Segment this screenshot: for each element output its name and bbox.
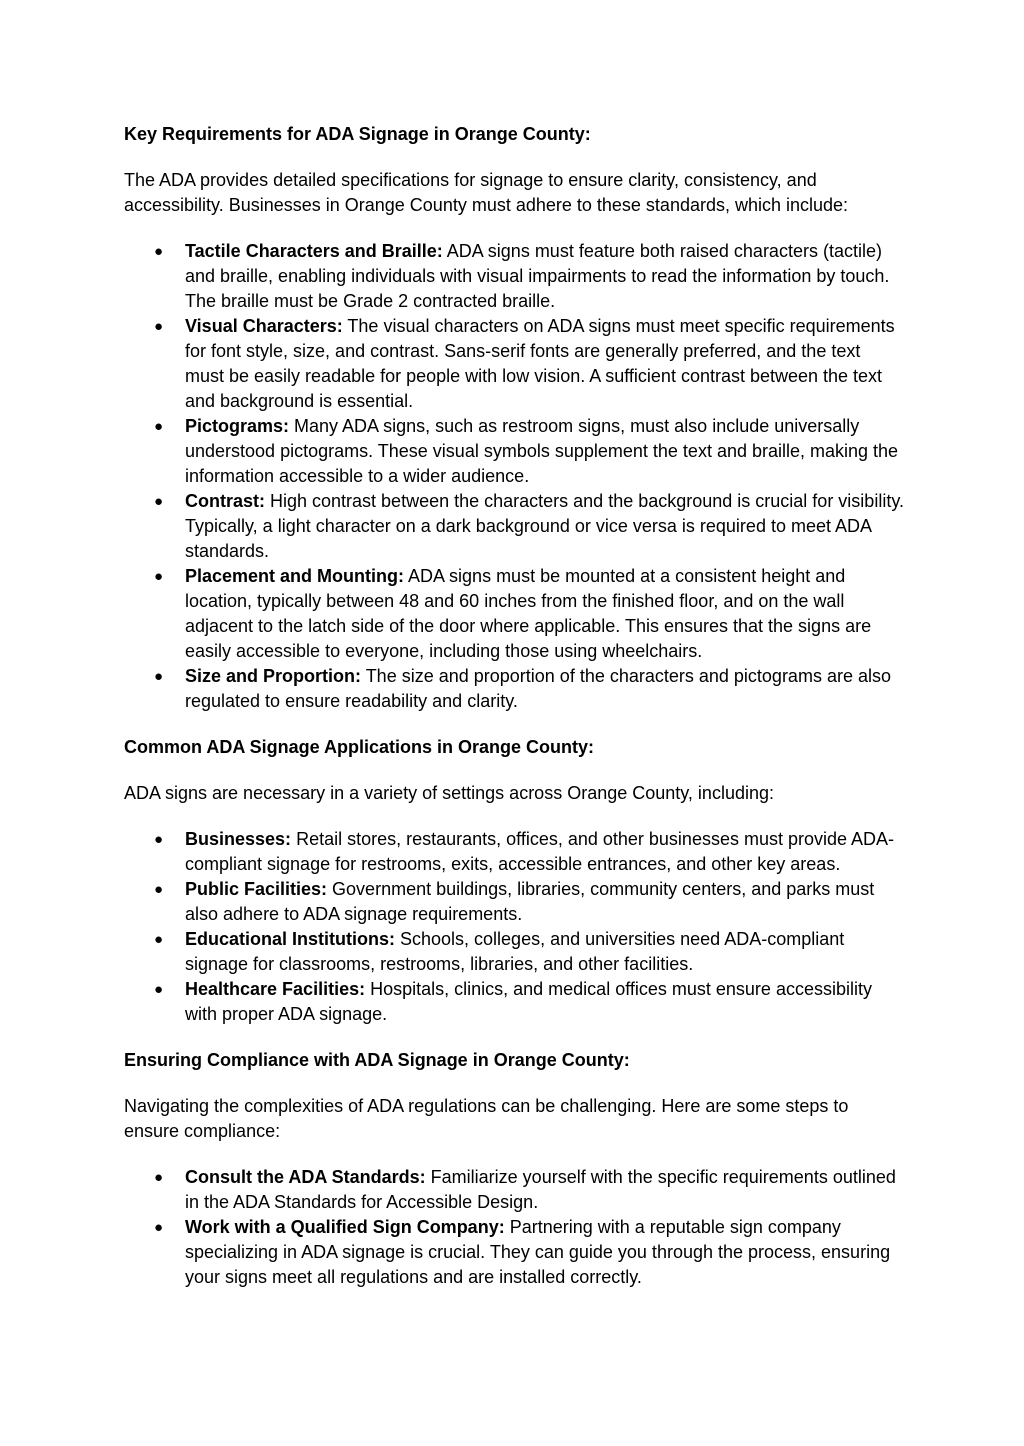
bullet-list xyxy=(124,827,904,1027)
item-term: Consult the ADA Standards: xyxy=(185,1167,426,1187)
section-common-applications xyxy=(124,735,904,1027)
section-heading: Key Requirements for ADA Signage in Orange County: xyxy=(124,124,591,144)
item-term: Visual Characters: xyxy=(185,316,343,336)
item-text: The visual characters on ADA signs must meet specific requirements for font style, size, and contrast. Sans-serif fonts are generally preferred, and the text must be easily readable for people with low vision. A sufficient contrast between the text and background is essential. xyxy=(185,316,895,411)
item-term: Public Facilities: xyxy=(185,879,328,899)
item-term: Work with a Qualified Sign Company: xyxy=(185,1217,505,1237)
bullet-icon: ● xyxy=(154,1219,164,1236)
bullet-icon: ● xyxy=(154,568,164,585)
bullet-icon: ● xyxy=(154,668,164,685)
list-item xyxy=(124,414,904,489)
document-page xyxy=(124,122,904,1311)
bullet-icon: ● xyxy=(154,831,164,848)
item-text: Partnering with a reputable sign company specializing in ADA signage is crucial. They can guide you through the process, ensuring your signs meet all regulations and are installed correctly. xyxy=(185,1217,891,1287)
list-item xyxy=(124,1165,904,1215)
item-term: Pictograms: xyxy=(185,416,290,436)
section-intro: Navigating the complexities of ADA regulations can be challenging. Here are some steps to ensure compliance: xyxy=(124,1096,849,1141)
item-text: Many ADA signs, such as restroom signs, must also include universally understood pictograms. These visual symbols supplement the text and braille, making the information accessible to a wider audience. xyxy=(185,416,899,486)
list-item xyxy=(124,977,904,1027)
bullet-list xyxy=(124,239,904,714)
item-text: Familiarize yourself with the specific requirements outlined in the ADA Standards for Accessible Design. xyxy=(185,1167,896,1212)
list-item xyxy=(124,239,904,314)
section-intro: ADA signs are necessary in a variety of settings across Orange County, including: xyxy=(124,783,774,803)
list-item xyxy=(124,1215,904,1290)
section-heading: Common ADA Signage Applications in Orange County: xyxy=(124,737,595,757)
section-heading: Ensuring Compliance with ADA Signage in Orange County: xyxy=(124,1050,630,1070)
bullet-icon: ● xyxy=(154,881,164,898)
item-term: Healthcare Facilities: xyxy=(185,979,366,999)
list-item xyxy=(124,489,904,564)
list-item xyxy=(124,664,904,714)
list-item xyxy=(124,877,904,927)
section-intro: The ADA provides detailed specifications for signage to ensure clarity, consistency, and accessibility. Businesses in Orange County must adhere to these standards, which include: xyxy=(124,170,849,215)
item-text: The size and proportion of the characters and pictograms are also regulated to ensure readability and clarity. xyxy=(185,666,891,711)
item-text: ADA signs must feature both raised characters (tactile) and braille, enabling individuals with visual impairments to read the information by touch. The braille must be Grade 2 contracted braille. xyxy=(185,241,890,311)
bullet-icon: ● xyxy=(154,418,164,435)
item-term: Tactile Characters and Braille: xyxy=(185,241,443,261)
item-text: Schools, colleges, and universities need ADA-compliant signage for classrooms, restrooms, libraries, and other facilities. xyxy=(185,929,845,974)
item-text: ADA signs must be mounted at a consistent height and location, typically between 48 and 60 inches from the finished floor, and on the wall adjacent to the latch side of the door where applicable. This ensures that the signs are easily accessible to everyone, including those using wheelchairs. xyxy=(185,566,872,661)
item-term: Contrast: xyxy=(185,491,265,511)
bullet-icon: ● xyxy=(154,981,164,998)
item-term: Size and Proportion: xyxy=(185,666,362,686)
item-text: Retail stores, restaurants, offices, and other businesses must provide ADA-compliant signage for restrooms, exits, accessible entrances, and other key areas. xyxy=(185,829,895,874)
item-term: Placement and Mounting: xyxy=(185,566,405,586)
bullet-icon: ● xyxy=(154,243,164,260)
list-item xyxy=(124,564,904,664)
bullet-icon: ● xyxy=(154,1169,164,1186)
item-text: Hospitals, clinics, and medical offices must ensure accessibility with proper ADA signage. xyxy=(185,979,872,1024)
section-ensuring-compliance xyxy=(124,1048,904,1290)
item-term: Educational Institutions: xyxy=(185,929,395,949)
item-text: Government buildings, libraries, community centers, and parks must also adhere to ADA signage requirements. xyxy=(185,879,875,924)
list-item xyxy=(124,827,904,877)
item-text: High contrast between the characters and the background is crucial for visibility. Typically, a light character on a dark background or vice versa is required to meet ADA standards. xyxy=(185,491,904,561)
section-key-requirements xyxy=(124,122,904,714)
bullet-icon: ● xyxy=(154,931,164,948)
item-term: Businesses: xyxy=(185,829,292,849)
list-item xyxy=(124,314,904,414)
list-item xyxy=(124,927,904,977)
bullet-list xyxy=(124,1165,904,1290)
bullet-icon: ● xyxy=(154,493,164,510)
bullet-icon: ● xyxy=(154,318,164,335)
